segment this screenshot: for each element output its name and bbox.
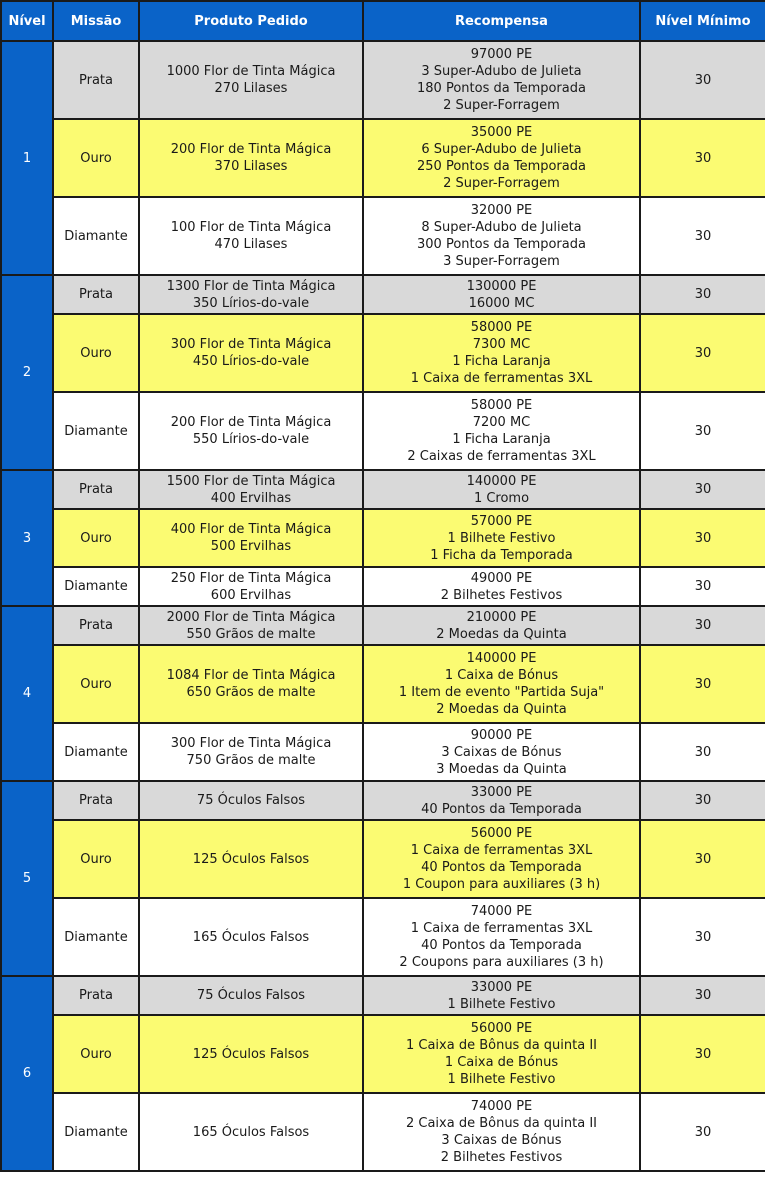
mission-cell: Ouro [53, 645, 139, 723]
reward-cell [363, 119, 640, 197]
table-row [1, 723, 765, 781]
reward-cell [363, 1093, 640, 1171]
level-cell: 4 [1, 606, 53, 781]
reward-line: 1 Caixa de Bónus [444, 1055, 559, 1070]
reward-line: 210000 PE [466, 609, 537, 625]
product-line: 300 Flor de Tinta Mágica [170, 736, 332, 751]
min-level-cell: 30 [640, 567, 765, 606]
product-cell [139, 567, 363, 606]
product-line: 470 Lilases [214, 237, 288, 252]
reward-line: 1 Ficha Laranja [452, 432, 551, 447]
reward-line: 1 Caixa de ferramentas 3XL [410, 921, 593, 936]
reward-cell [363, 976, 640, 1015]
table-row [1, 1015, 765, 1093]
reward-line: 97000 PE [470, 47, 533, 62]
reward-line: 33000 PE [470, 784, 533, 800]
product-line: 1084 Flor de Tinta Mágica [166, 668, 336, 683]
product-line: 450 Lírios-do-vale [192, 354, 310, 369]
product-cell [139, 509, 363, 567]
mission-cell: Diamante [53, 197, 139, 275]
min-level-cell: 30 [640, 41, 765, 119]
reward-line: 1 Coupon para auxiliares (3 h) [402, 877, 601, 892]
min-level-cell: 30 [640, 723, 765, 781]
reward-line: 180 Pontos da Temporada [417, 81, 586, 96]
mission-cell: Ouro [53, 509, 139, 567]
mission-cell: Prata [53, 976, 139, 1015]
reward-line: 1 Caixa de ferramentas 3XL [410, 843, 593, 858]
product-cell [139, 976, 363, 1015]
reward-line: 2 Super-Forragem [443, 98, 560, 113]
product-line: 750 Grãos de malte [186, 753, 316, 768]
product-cell [139, 392, 363, 470]
reward-line: 16000 MC [468, 295, 535, 311]
product-line: 165 Óculos Falsos [192, 1124, 310, 1140]
min-level-cell: 30 [640, 781, 765, 820]
reward-line: 2 Bilhetes Festivos [440, 587, 563, 603]
reward-line: 2 Coupons para auxiliares (3 h) [399, 955, 604, 970]
header-min-level: Nível Mínimo [640, 1, 765, 41]
reward-line: 2 Caixa de Bônus da quinta II [405, 1116, 598, 1131]
reward-line: 1 Caixa de Bónus [444, 668, 559, 683]
product-line: 100 Flor de Tinta Mágica [170, 220, 332, 235]
min-level-cell: 30 [640, 1093, 765, 1171]
product-line: 370 Lilases [214, 159, 288, 174]
mission-cell: Prata [53, 606, 139, 645]
product-line: 2000 Flor de Tinta Mágica [166, 609, 336, 625]
reward-line: 56000 PE [470, 826, 533, 841]
product-line: 350 Lírios-do-vale [192, 295, 310, 311]
reward-cell [363, 275, 640, 314]
product-line: 165 Óculos Falsos [192, 929, 310, 945]
reward-line: 1 Ficha da Temporada [430, 547, 573, 563]
table-row [1, 41, 765, 119]
reward-line: 1 Item de evento "Partida Suja" [398, 685, 605, 700]
product-cell [139, 275, 363, 314]
product-line: 400 Ervilhas [210, 490, 292, 506]
header-product: Produto Pedido [139, 1, 363, 41]
min-level-cell: 30 [640, 314, 765, 392]
product-line: 650 Grãos de malte [186, 685, 316, 700]
reward-line: 32000 PE [470, 203, 533, 218]
table-row [1, 314, 765, 392]
mission-cell: Diamante [53, 1093, 139, 1171]
min-level-cell: 30 [640, 1015, 765, 1093]
reward-line: 3 Caixas de Bónus [441, 1133, 562, 1148]
table-row [1, 606, 765, 645]
reward-line: 250 Pontos da Temporada [417, 159, 586, 174]
header-row [1, 1, 765, 41]
reward-cell [363, 820, 640, 898]
mission-cell: Prata [53, 781, 139, 820]
reward-line: 90000 PE [470, 727, 533, 743]
product-line: 200 Flor de Tinta Mágica [170, 415, 332, 430]
product-cell [139, 314, 363, 392]
reward-line: 2 Caixas de ferramentas 3XL [407, 449, 596, 464]
mission-cell: Ouro [53, 314, 139, 392]
product-line: 125 Óculos Falsos [192, 1046, 310, 1062]
table-row [1, 645, 765, 723]
min-level-cell: 30 [640, 976, 765, 1015]
reward-line: 1 Cromo [473, 490, 530, 506]
mission-cell: Diamante [53, 567, 139, 606]
reward-line: 300 Pontos da Temporada [417, 237, 586, 252]
mission-cell: Ouro [53, 119, 139, 197]
reward-line: 35000 PE [470, 125, 533, 140]
reward-line: 3 Caixas de Bónus [441, 744, 562, 760]
product-line: 550 Grãos de malte [186, 626, 316, 642]
product-cell [139, 645, 363, 723]
product-cell [139, 781, 363, 820]
reward-line: 74000 PE [470, 1099, 533, 1114]
header-level: Nível [1, 1, 53, 41]
table-row [1, 119, 765, 197]
product-line: 75 Óculos Falsos [196, 793, 306, 808]
level-cell: 3 [1, 470, 53, 606]
table-row [1, 898, 765, 976]
reward-line: 130000 PE [466, 278, 537, 294]
reward-cell [363, 723, 640, 781]
reward-line: 3 Super-Adubo de Julieta [421, 64, 582, 79]
min-level-cell: 30 [640, 898, 765, 976]
reward-line: 56000 PE [470, 1021, 533, 1036]
reward-line: 49000 PE [470, 570, 533, 586]
reward-line: 1 Bilhete Festivo [447, 1072, 556, 1087]
reward-line: 58000 PE [470, 398, 533, 413]
product-cell [139, 197, 363, 275]
reward-line: 2 Moedas da Quinta [436, 702, 567, 717]
reward-line: 140000 PE [466, 473, 537, 489]
reward-line: 58000 PE [470, 320, 533, 335]
reward-cell [363, 392, 640, 470]
reward-cell [363, 781, 640, 820]
product-line: 125 Óculos Falsos [192, 851, 310, 867]
reward-line: 57000 PE [470, 513, 533, 529]
product-cell [139, 606, 363, 645]
min-level-cell: 30 [640, 470, 765, 509]
reward-line: 1 Ficha Laranja [452, 354, 551, 369]
reward-line: 74000 PE [470, 904, 533, 919]
mission-cell: Diamante [53, 392, 139, 470]
reward-line: 1 Bilhete Festivo [447, 530, 556, 546]
header-reward: Recompensa [363, 1, 640, 41]
mission-cell: Diamante [53, 898, 139, 976]
product-line: 500 Ervilhas [210, 539, 292, 554]
reward-cell [363, 898, 640, 976]
reward-line: 1 Caixa de Bônus da quinta II [405, 1038, 598, 1053]
min-level-cell: 30 [640, 645, 765, 723]
table-row [1, 470, 765, 509]
min-level-cell: 30 [640, 820, 765, 898]
table-row [1, 1093, 765, 1171]
table-row [1, 275, 765, 314]
table-body [1, 41, 765, 1171]
table-row [1, 781, 765, 820]
reward-line: 1 Caixa de ferramentas 3XL [410, 371, 593, 386]
level-cell: 6 [1, 976, 53, 1171]
product-cell [139, 470, 363, 509]
mission-cell: Prata [53, 470, 139, 509]
reward-cell [363, 197, 640, 275]
product-cell [139, 723, 363, 781]
min-level-cell: 30 [640, 606, 765, 645]
product-line: 270 Lilases [214, 81, 288, 96]
min-level-cell: 30 [640, 197, 765, 275]
product-line: 1000 Flor de Tinta Mágica [166, 64, 336, 79]
min-level-cell: 30 [640, 275, 765, 314]
product-cell [139, 1015, 363, 1093]
reward-line: 40 Pontos da Temporada [421, 938, 582, 953]
product-cell [139, 119, 363, 197]
reward-line: 2 Super-Forragem [443, 176, 560, 191]
product-cell [139, 1093, 363, 1171]
header-mission: Missão [53, 1, 139, 41]
product-cell [139, 898, 363, 976]
product-line: 1300 Flor de Tinta Mágica [166, 278, 336, 294]
min-level-cell: 30 [640, 509, 765, 567]
table-row [1, 820, 765, 898]
product-line: 250 Flor de Tinta Mágica [170, 570, 332, 586]
reward-line: 3 Super-Forragem [443, 254, 560, 269]
reward-line: 1 Bilhete Festivo [447, 996, 556, 1012]
level-cell: 2 [1, 275, 53, 470]
reward-line: 40 Pontos da Temporada [421, 801, 582, 817]
product-line: 600 Ervilhas [210, 587, 292, 603]
mission-cell: Ouro [53, 1015, 139, 1093]
reward-cell [363, 314, 640, 392]
mission-cell: Diamante [53, 723, 139, 781]
reward-cell [363, 606, 640, 645]
min-level-cell: 30 [640, 392, 765, 470]
reward-line: 6 Super-Adubo de Julieta [421, 142, 582, 157]
mission-cell: Prata [53, 275, 139, 314]
reward-cell [363, 509, 640, 567]
reward-line: 8 Super-Adubo de Julieta [421, 220, 582, 235]
product-cell [139, 820, 363, 898]
level-cell: 1 [1, 41, 53, 275]
reward-line: 7200 MC [472, 415, 531, 430]
mission-cell: Ouro [53, 820, 139, 898]
reward-line: 3 Moedas da Quinta [436, 761, 567, 777]
reward-line: 140000 PE [466, 651, 537, 666]
reward-line: 33000 PE [470, 979, 533, 995]
product-line: 550 Lírios-do-vale [192, 432, 310, 447]
product-line: 200 Flor de Tinta Mágica [170, 142, 332, 157]
mission-cell: Prata [53, 41, 139, 119]
table-row [1, 976, 765, 1015]
table-row [1, 509, 765, 567]
product-line: 75 Óculos Falsos [196, 988, 306, 1003]
product-line: 300 Flor de Tinta Mágica [170, 337, 332, 352]
reward-line: 2 Bilhetes Festivos [440, 1150, 563, 1165]
reward-line: 40 Pontos da Temporada [421, 860, 582, 875]
reward-line: 7300 MC [472, 337, 531, 352]
reward-line: 2 Moedas da Quinta [436, 626, 567, 642]
level-cell: 5 [1, 781, 53, 976]
table-row [1, 567, 765, 606]
reward-cell [363, 1015, 640, 1093]
product-line: 1500 Flor de Tinta Mágica [166, 473, 336, 489]
product-line: 400 Flor de Tinta Mágica [170, 522, 332, 537]
reward-cell [363, 41, 640, 119]
table-row [1, 392, 765, 470]
reward-cell [363, 645, 640, 723]
min-level-cell: 30 [640, 119, 765, 197]
table-row [1, 197, 765, 275]
reward-cell [363, 470, 640, 509]
reward-cell [363, 567, 640, 606]
product-cell [139, 41, 363, 119]
